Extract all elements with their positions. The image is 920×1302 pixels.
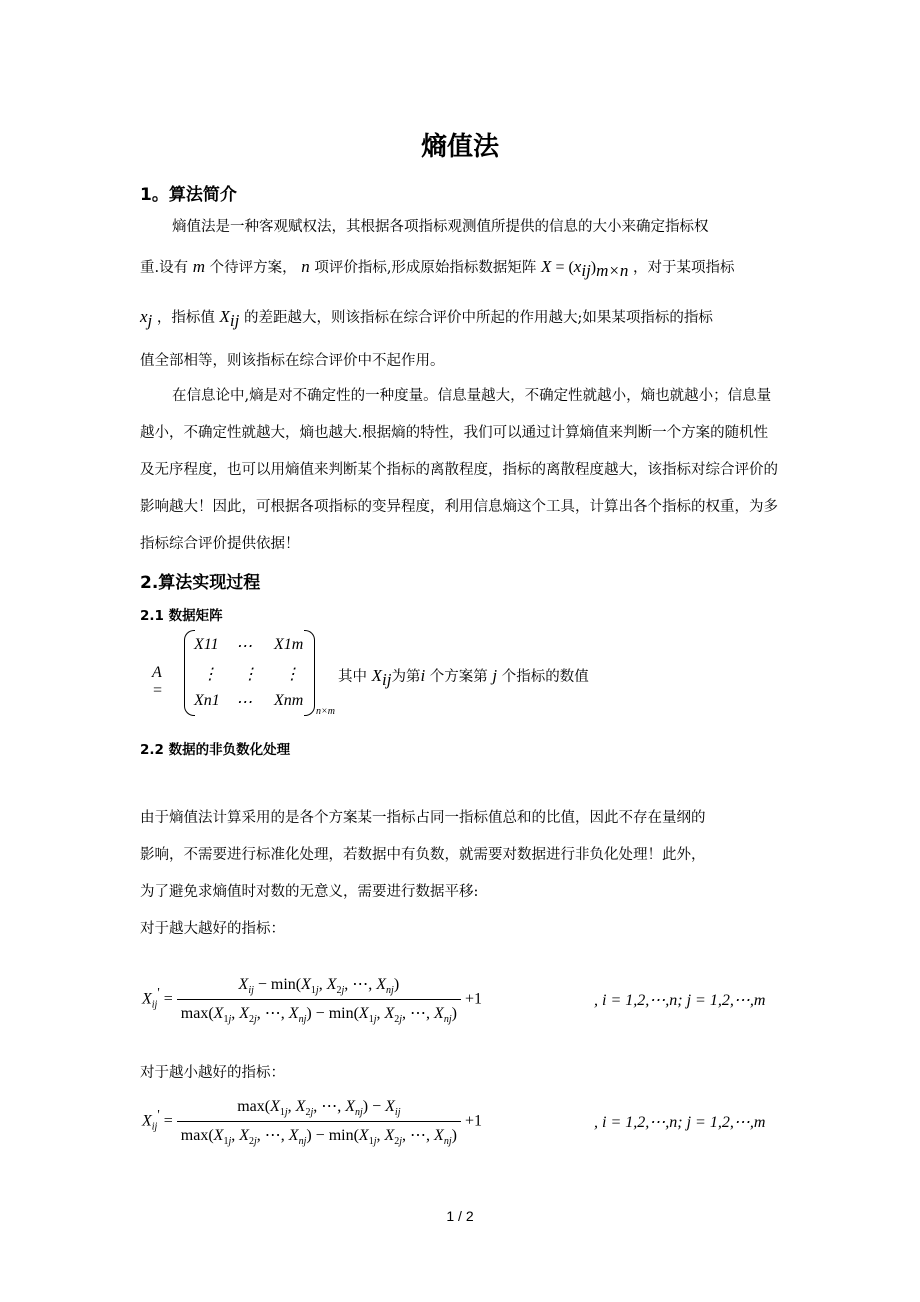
matrix-cell: ⋯ [236,638,252,655]
section-heading-process: 2.算法实现过程 [140,573,261,593]
matrix-cell: X11 [194,636,219,653]
matrix-cell: ⋮ [284,666,300,683]
plus-one: +1 [464,990,482,1008]
intro-text: ，对于某项指标 [632,260,735,276]
math-n: n [301,257,310,276]
formula-positive: $X_{ij}'$ = $\frac{X_{ij} - \min(X_{1j}, X_{2j}, \cdots, X_{nj})}{\max(X_{1j}, X_{2j}, \cdots, X_{nj}) - \min(X_{1j}, X_{2j}, \cdots, X_{nj})}$ +1 [142,976,482,1026]
positive-indicator-label: 对于越大越好的指标： [140,921,285,937]
subsection-heading-matrix: 2.1 数据矩阵 [140,608,223,624]
math-m: m [192,257,205,276]
intro-text: 项评价指标,形成原始指标数据矩阵 [314,260,537,276]
page-number: 1 / 2 [446,1208,474,1224]
fraction: $\frac{\max(X_{1j}, X_{2j}, \cdots, X_{nj}) - X_{ij}}{\max(X_{1j}, X_{2j}, \cdots, X_{nj}) - \min(X_{1j}, X_{2j}, \cdots, X_{nj})}$ [177,1096,461,1147]
matrix-subscript: n×m [316,706,335,717]
intro-p1-line3: $x_j$ ，指标值 $X_{ij}$ 的差距越大，则该指标在综合评价中所起的作用越大;如果某项指标的指标 [140,307,713,330]
matrix-cell: X1m [274,636,304,653]
section-heading-intro: 1。算法简介 [140,185,237,205]
intro-p1-line4: 值全部相等，则该指标在综合评价中不起作用。 [140,353,445,369]
matrix-desc-text: 个指标的数值 [501,669,589,685]
plus-one: +1 [464,1112,482,1130]
math-matrix-def: X [541,257,552,276]
nonneg-line2: 影响，不需要进行标准化处理，若数据中有负数，就需要对数据进行非负化处理！此外， [140,847,706,863]
intro-p1-line2: 重.设有 m 个待评方案， n 项评价指标,形成原始指标数据矩阵 $X = (x_{ij})_{m\times n}$ ，对于某项指标 [140,257,735,280]
intro-p1-line1: 熵值法是一种客观赋权法，其根据各项指标观测值所提供的信息的大小来确定指标权 [172,219,709,235]
matrix-lhs: A = [152,664,163,699]
formula-negative: $X_{ij}'$ = $\frac{\max(X_{1j}, X_{2j}, \cdots, X_{nj}) - X_{ij}}{\max(X_{1j}, X_{2j}, \cdots, X_{nj}) - \min(X_{1j}, X_{2j}, \cdots, X_{nj})}$ +1 [142,1098,482,1148]
nonneg-line3: 为了避免求熵值时对数的无意义，需要进行数据平移: [140,884,479,900]
nonneg-line1: 由于熵值法计算采用的是各个方案某一指标占同一指标值总和的比值，因此不存在量纲的 [140,810,706,826]
math-xij: X [219,307,230,326]
math-xij: X [371,666,382,685]
matrix-desc-text: 个方案第 [429,669,488,685]
intro-text: 重.设有 [140,260,189,276]
negative-indicator-label: 对于越小越好的指标： [140,1065,285,1081]
matrix-cell: ⋯ [236,694,252,711]
matrix-cell: Xn1 [194,692,220,709]
matrix-cell: Xnm [274,692,304,709]
page-title: 熵值法 [420,132,499,162]
intro-text: ，指标值 [156,310,215,326]
fraction: $\frac{X_{ij} - \min(X_{1j}, X_{2j}, \cdots, X_{nj})}{\max(X_{1j}, X_{2j}, \cdots, X_{nj}) - \min(X_{1j}, X_{2j}, \cdots, X_{nj})}$ [177,974,461,1025]
matrix-desc-text: 为第 [391,669,421,685]
intro-paragraph-2: 在信息论中,熵是对不确定性的一种度量。信息量越大，不确定性就越小，熵也就越小；信息量越小，不确定性就越大，熵也越大.根据熵的特性，我们可以通过计算熵值来判断一个方案的随机性及无序程度，也可以用熵值来判断某个指标的离散程度，指标的离散程度越大，该指标对综合评价的影响越大！因此，可根据各项指标的变异程度，利用信息熵这个工具，计算出各个指标的权重，为多指标综合评价提供依据！ [140,388,778,552]
intro-text: 个待评方案， [209,260,297,276]
matrix-cell: ⋮ [242,666,258,683]
formula-range: , i = 1,2,⋯,n; j = 1,2,⋯,m [594,1114,766,1131]
matrix-cell: ⋮ [202,666,218,683]
math-xj: x [140,307,148,326]
matrix-desc-text: 其中 [338,669,367,685]
subsection-heading-nonneg: 2.2 数据的非负数化处理 [140,742,291,758]
formula-range: , i = 1,2,⋯,n; j = 1,2,⋯,m [594,992,766,1009]
matrix-right-paren [304,630,315,716]
matrix-description: 其中 $X_{ij}$为第i 个方案第 j 个指标的数值 [338,666,589,689]
intro-text: 的差距越大，则该指标在综合评价中所起的作用越大;如果某项指标的指标 [243,310,713,326]
